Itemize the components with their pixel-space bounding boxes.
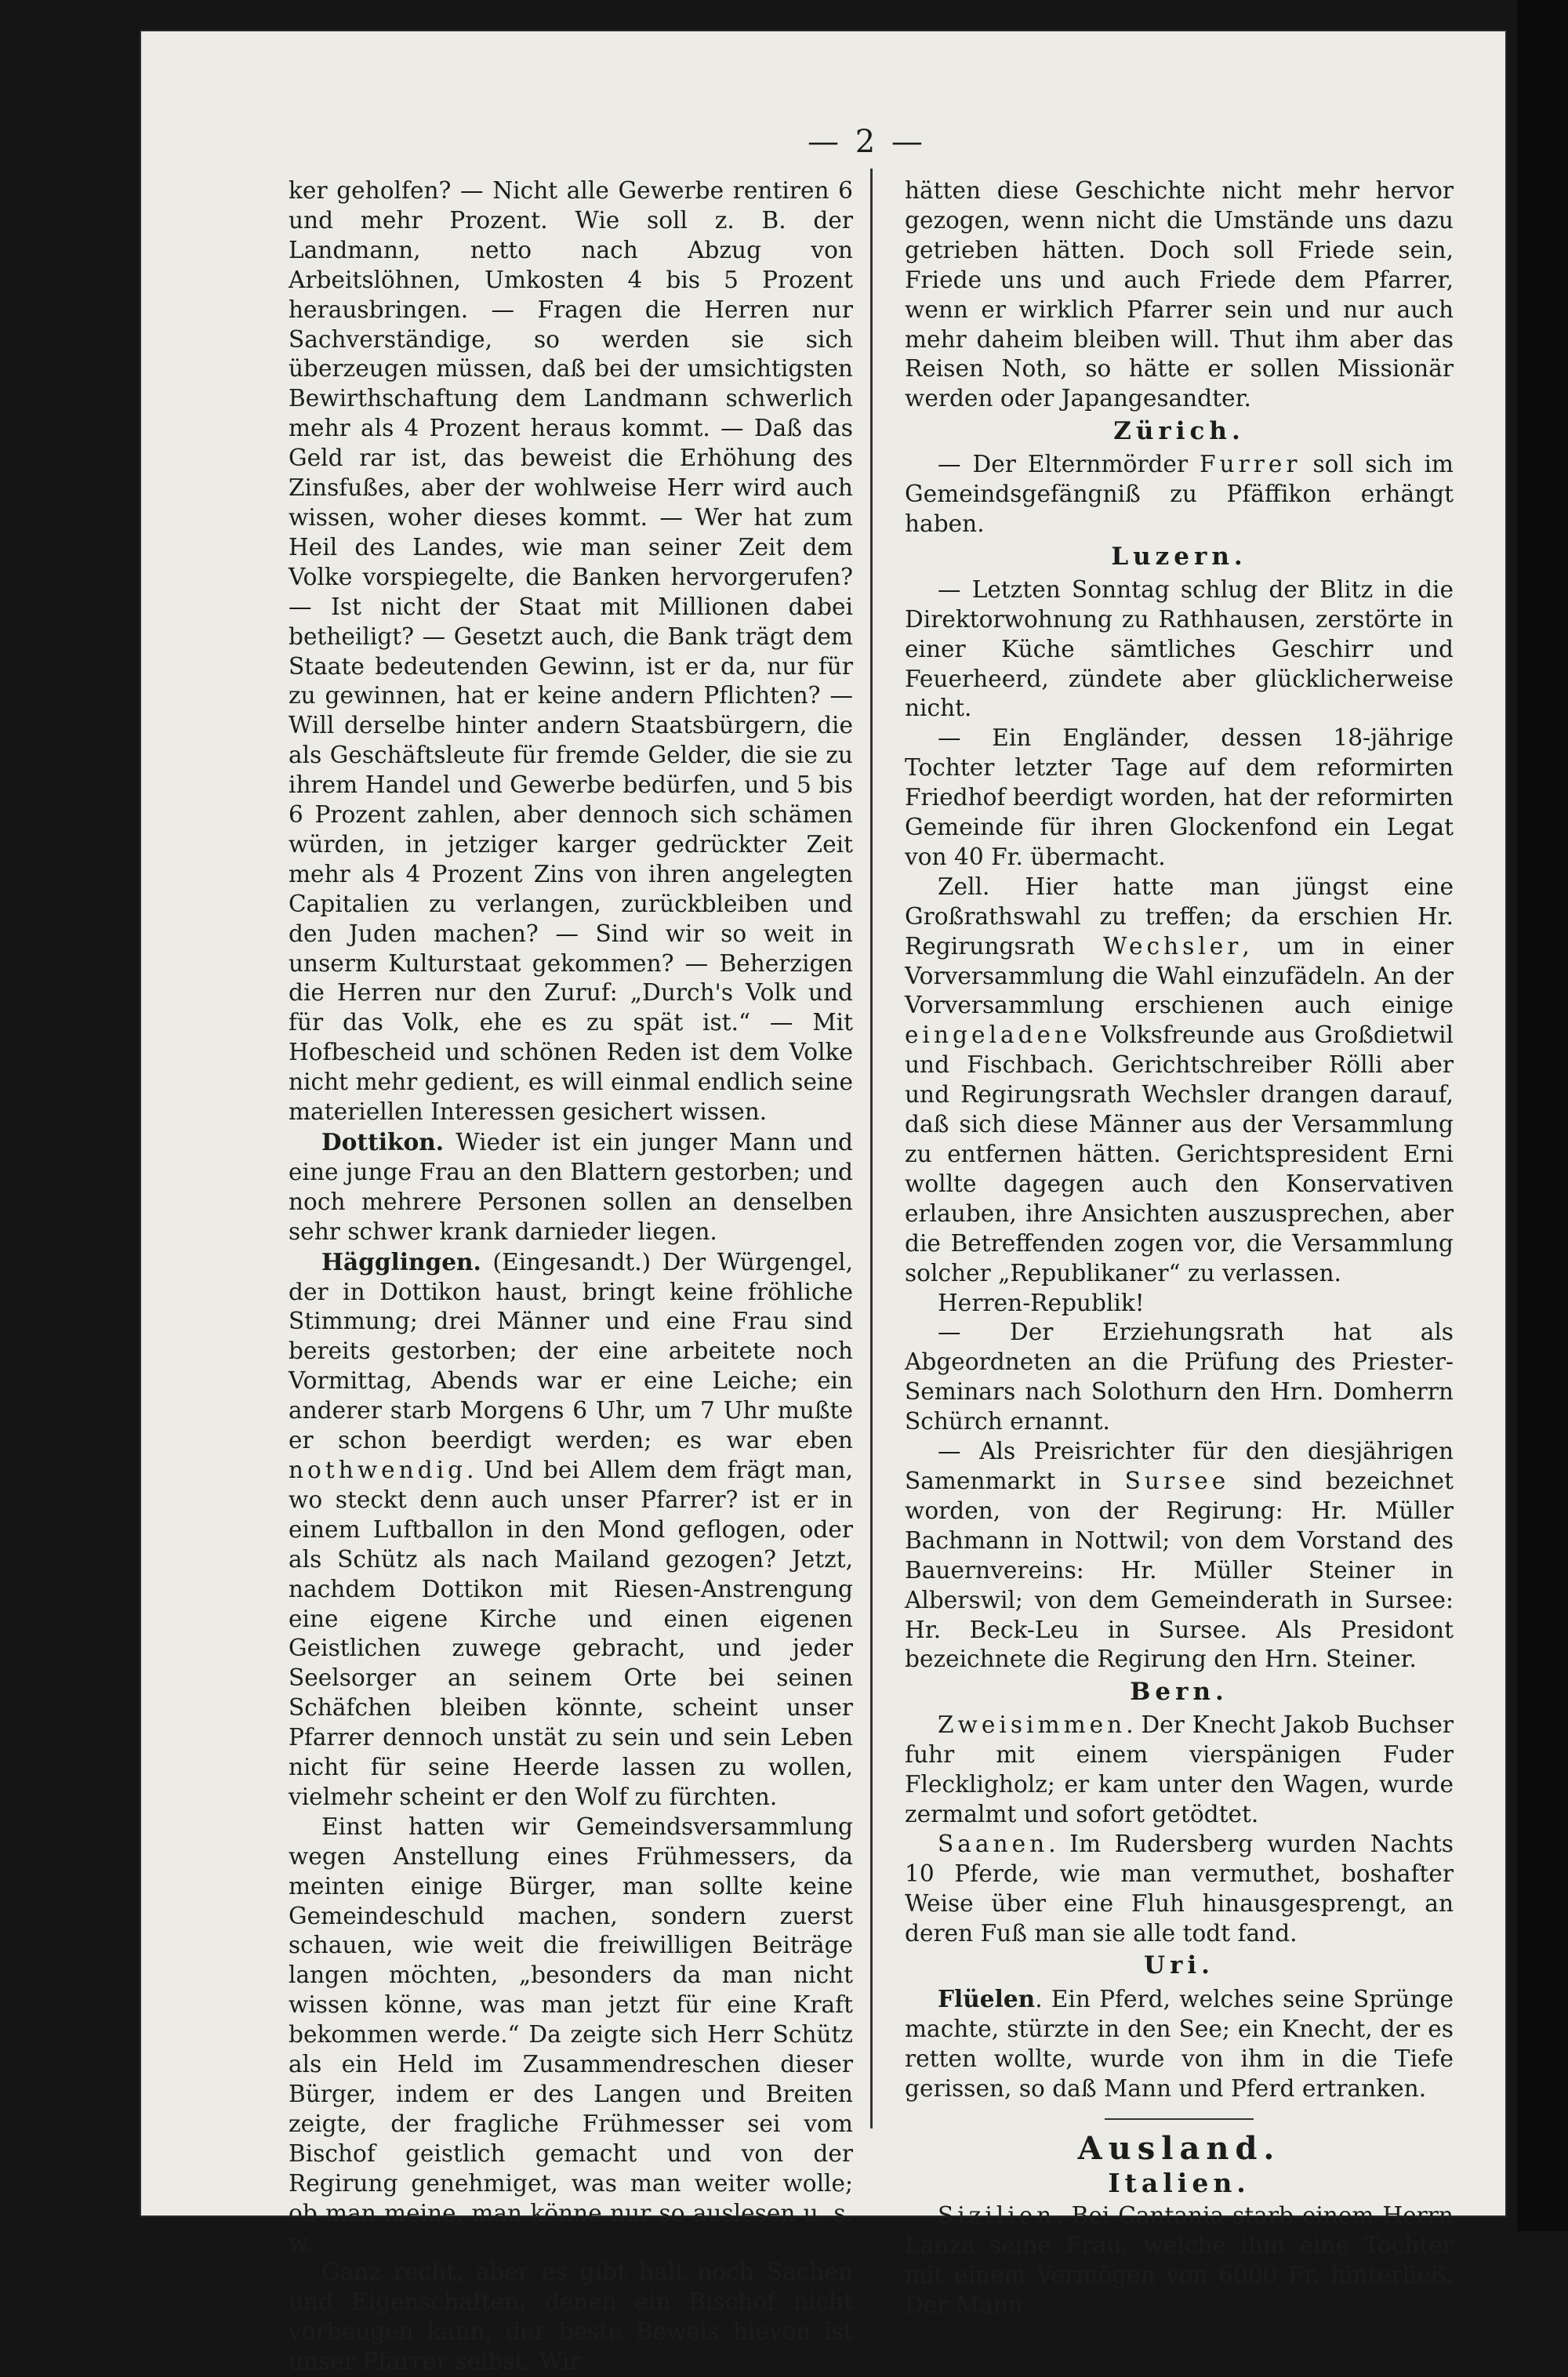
zuerich-report bbox=[905, 450, 1454, 539]
report-text: . Der Knecht Jakob Buchser fuhr mit einem vierspänigen Fuder Fleckligholz; er kam unter den Wagen, wurde zermalmt und sofort getödtet. bbox=[905, 1711, 1454, 1827]
preisrichter-report bbox=[905, 1437, 1454, 1675]
emphasized-name: Sursee bbox=[1124, 1467, 1230, 1494]
report-text: . Im Rudersberg wurden Nachts 10 Pferde, wie man vermuthet, boshafter Weise über eine Fluh hinausgesprengt, an deren Fuß man sie alle todt fand. bbox=[905, 1830, 1454, 1947]
place-name: Saanen bbox=[938, 1830, 1049, 1857]
article-paragraph: hätten diese Geschichte nicht mehr hervor gezogen, wenn nicht die Umstände uns dazu getrieben hätten. Doch soll Friede sein, Friede uns und auch Friede dem Pfarrer, wenn er wirklich Pfarrer sein und nur auch mehr daheim bleiben will. Thut ihm aber das Reisen Noth, so hätte er sollen Missionär werden oder Japangesandter. bbox=[905, 177, 1454, 412]
report-text: — Der Elternmörder bbox=[938, 451, 1200, 478]
haegglingen-text-continued: . Und bei Allem dem frägt man, wo steckt denn auch unser Pfarrer? ist er in einem Luftballon in den Mond geflogen, oder als Schütz als nach Mailand gezogen? Jetzt, nachdem Dottikon mit Riesen-Anstrengung eine eigene Kirche und einen eigenen Geistlichen zuwege gebracht, und jeder Seelsorger an seinem Orte bei seinen Schäfchen bleiben könnte, scheint unser Pfarrer dennoch unstät zu sein und sein Leben nicht für seine Heerde lassen zu wollen, vielmehr scheint er den Wolf zu fürchten. bbox=[289, 1456, 853, 1810]
luzern-report-legat: — Ein Engländer, dessen 18-jährige Tochter letzter Tage auf dem reformirten Friedhof beerdigt worden, hat der reformirten Gemeinde für ihren Glockenfond ein Legat von 40 Fr. übermacht. bbox=[905, 724, 1454, 870]
section-divider-rule bbox=[1105, 2118, 1254, 2120]
page-number: — 2 — bbox=[808, 124, 926, 160]
haegglingen-report bbox=[289, 1247, 853, 1813]
report-text: . Ein Pferd, welches seine Sprünge machte, stürzte in den See; ein Knecht, der es retten wollte, wurde von ihm in die Tiefe gerissen, so daß Mann und Pferd ertranken. bbox=[905, 1986, 1454, 2103]
report-text: Zell. Hier hatte man jüngst eine Großrathswahl zu treffen; da erschien Hr. Regirungsrath bbox=[905, 873, 1454, 960]
dottikon-text: Wieder ist ein junger Mann und eine junge Frau an den Blattern gestorben; und noch mehrere Personen sollen an denselben sehr schwer krank darnieder liegen. bbox=[289, 1129, 853, 1245]
section-heading-zuerich: Zürich. bbox=[1113, 417, 1245, 446]
flueelen-report bbox=[905, 1984, 1454, 2104]
article-paragraph: Ganz recht, aber es gibt halt noch Sachen und Eigenschaften, denen ein Bischof nicht vorbeugen kann, der beste Beweis hievon ist unser Pfarrer selbst. Wir bbox=[289, 2259, 853, 2375]
article-paragraph: ker geholfen? — Nicht alle Gewerbe rentiren 6 und mehr Prozent. Wie soll z. B. der Landmann, netto nach Abzug von Arbeitslöhnen, Umkosten 4 bis 5 Prozent herausbringen. — Fragen die Herren nur Sachverständige, so werden sie sich überzeugen müssen, daß bei der umsichtigsten Bewirthschaftung dem Landmann schwerlich mehr als 4 Prozent heraus kommt. — Daß das Geld rar ist, das beweist die Erhöhung des Zinsfußes, aber der wohlweise Herr wird auch wissen, woher dieses kommt. — Wer hat zum Heil des Landes, wie man seiner Zeit dem Volke vorspiegelte, die Banken hervorgerufen? — Ist nicht der Staat mit Millionen dabei betheiligt? — Gesetzt auch, die Bank trägt dem Staate bedeutenden Gewinn, ist er da, nur für zu gewinnen, hat er keine andern Pflichten? — Will derselbe hinter andern Staatsbürgern, die als Geschäftsleute für fremde Gelder, die sie zu ihrem Handel und Gewerbe bedürfen, und 5 bis 6 Prozent zahlen, aber dennoch sich schämen würden, in jetziger karger gedrückter Zeit mehr als 4 Prozent Zins von ihren angelegten Capitalien zu verlangen, zurückbleiben und den Juden machen? — Sind wir so weit in unserm Kulturstaat gekommen? — Beherzigen die Herren nur den Zuruf: „Durch's Volk und für das Volk, ehe es zu spät ist.“ — Mit Hofbescheid und schönen Reden ist dem Volke nicht mehr gedient, es will einmal endlich seine materiellen Interessen gesichert wissen. bbox=[289, 177, 853, 1126]
saanen-report bbox=[905, 1830, 1454, 1949]
scan-edge bbox=[1517, 0, 1568, 2231]
right-column bbox=[905, 176, 1454, 2320]
haegglingen-text: (Eingesandt.) Der Würgengel, der in Dottikon haust, bringt keine fröhliche Stimmung; drei Männer und eine Frau sind bereits gestorben; der eine arbeitete noch Vormittag, Abends war er eine Leiche; ein anderer starb Morgens 6 Uhr, um 7 Uhr mußte er schon beerdigt werden; es war eben bbox=[289, 1248, 853, 1454]
article-paragraph: Einst hatten wir Gemeindsversammlung wegen Anstellung eines Frühmessers, da meinten einige Bürger, man sollte keine Gemeindeschuld machen, sondern zuerst schauen, wie weit die freiwilligen Beiträge langen möchten, „besonders da man nicht wissen könne, was man jetzt für eine Kraft bekommen werde.“ Da zeigte sich Herr Schütz als ein Held im Zusammendreschen dieser Bürger, indem er des Langen und Breiten zeigte, der fragliche Frühmesser sei vom Bischof geistlich gemacht und von der Regirung genehmiget, was man weiter wolle; ob man meine, man könne nur so auslesen u. s. w. bbox=[289, 1813, 853, 2256]
report-text: soll sich im Gemeindsgefängniß zu Pfäffikon erhängt haben. bbox=[905, 451, 1454, 537]
report-text: Volksfreunde aus Großdietwil und Fischbach. Gerichtschreiber Rölli aber und Regirungsrath Wechsler drangen darauf, daß sich diese Männer aus der Versammlung zu entfernen hätten. Gerichtspresident Erni wollte dagegen auch den Konservativen erlauben, ihre Ansichten auszusprechen, aber die Betreffenden zogen vor, die Versammlung solcher „Republikaner“ zu verlassen. bbox=[905, 1022, 1454, 1286]
emphasized-word: eingeladene bbox=[905, 1022, 1091, 1049]
luzern-report-blitz: — Letzten Sonntag schlug der Blitz in die Direktorwohnung zu Rathhausen, zerstörte in einer Küche sämtliches Geschirr und Feuerheerd, zündete aber glücklicherweise nicht. bbox=[905, 575, 1454, 722]
erziehungsrath-report: — Der Erziehungsrath hat als Abgeordneten an die Prüfung des Priester-Seminars nach Solothurn den Hrn. Domherrn Schürch ernannt. bbox=[905, 1319, 1454, 1435]
place-name: Flüelen bbox=[938, 1985, 1036, 2013]
report-text: , um in einer Vorversammlung die Wahl einzufädeln. An der Vorversammlung erschienen auch einige bbox=[905, 932, 1454, 1019]
emphasized-name: Wechsler bbox=[1102, 932, 1243, 960]
report-text: — Als Preisrichter für den diesjährigen Samenmarkt in bbox=[905, 1438, 1454, 1494]
column-divider bbox=[870, 169, 873, 2128]
place-name: Sizilien bbox=[938, 2201, 1056, 2229]
closing-exclamation: Herren-Republik! bbox=[938, 1289, 1145, 1316]
section-heading-luzern: Luzern. bbox=[1111, 542, 1247, 571]
place-heading-dottikon: Dottikon. bbox=[321, 1128, 445, 1156]
left-column bbox=[289, 176, 853, 2377]
emphasized-word: nothwendig bbox=[289, 1456, 467, 1483]
sizilien-report bbox=[905, 2201, 1454, 2321]
report-text: . Bei Cantania starb einem Herrn Lanza seine Frau, welche ihm eine Tochter mit einem Vermögen von 6000 Fr. hinterließ. Der Mann bbox=[905, 2201, 1454, 2318]
place-heading-haegglingen: Hägglingen. bbox=[321, 1247, 481, 1276]
section-heading-bern: Bern. bbox=[1130, 1678, 1229, 1707]
zell-report bbox=[905, 873, 1454, 1289]
emphasized-name: Furrer bbox=[1200, 451, 1301, 478]
section-heading-ausland: Ausland. bbox=[1077, 2130, 1281, 2167]
report-text: sind bezeichnet worden, von der Regirung: Hr. Müller Bachmann in Nottwil; von dem Vorstand des Bauernvereins: Hr. Müller Steiner in Alberswil; von dem Gemeinderath in Sursee: Hr. Beck-Leu in Sursee. Als Presidont bezeichnete die Regirung den Hrn. Steiner. bbox=[905, 1467, 1454, 1673]
section-heading-uri: Uri. bbox=[1144, 1951, 1214, 1980]
zweisimmen-report bbox=[905, 1711, 1454, 1830]
section-heading-italien: Italien. bbox=[1108, 2167, 1250, 2198]
dottikon-report bbox=[289, 1127, 853, 1247]
place-name: Zweisimmen bbox=[938, 1711, 1127, 1739]
